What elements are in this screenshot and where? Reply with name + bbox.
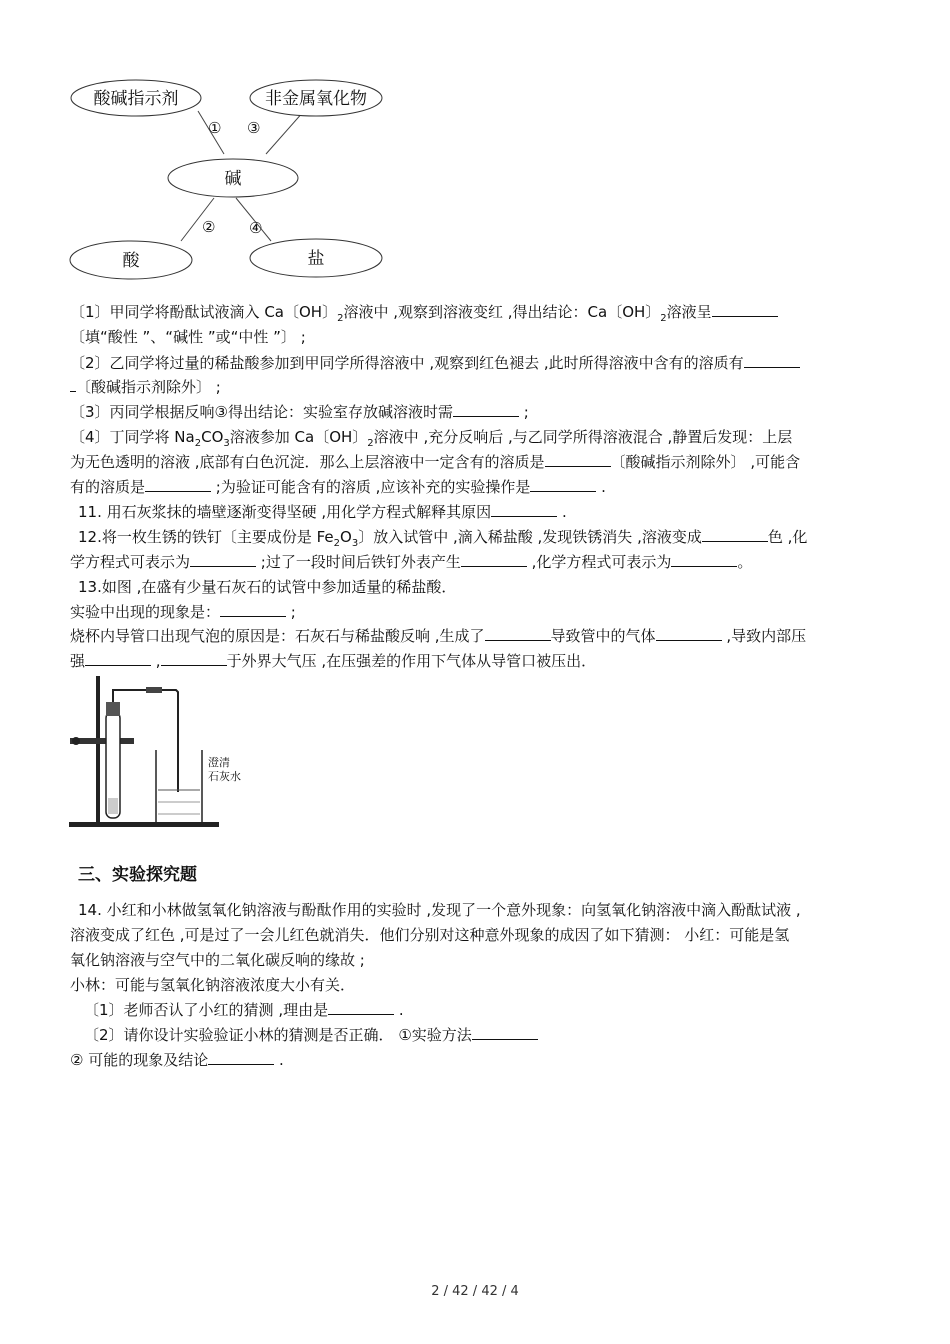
q13-line-1: 13.如图 ,在盛有少量石灰石的试管中参加适量的稀盐酸． (78, 578, 457, 596)
q14-line-4: 小林：可能与氢氧化钠溶液浓度大小有关． (70, 976, 356, 994)
limestone (108, 798, 118, 814)
answer-blank[interactable] (491, 500, 557, 517)
q10-line-7: 为无色透明的溶液 ,底部有白色沉淀．那么上层溶液中一定含有的溶质是 〔酸碱指示剂除外〕 ,可能含 (70, 450, 890, 474)
experiment-apparatus-figure (66, 672, 241, 834)
answer-blank[interactable] (545, 450, 611, 467)
q13-line-4: 强 , 于外界大气压 ,在压强差的作用下气体从导管口被压出． (70, 649, 890, 673)
answer-blank[interactable] (453, 400, 519, 417)
q10-line-2: 〔填“酸性 ”、“碱性 ”或“中性 ”〕 ; (70, 328, 306, 346)
answer-blank[interactable] (712, 300, 778, 317)
q14-line-1: 14. 小红和小林做氢氧化钠溶液与酚酞作用的实验时 ,发现了一个意外现象：向氢氧化钠溶液中滴入酚酞试液 , (78, 901, 801, 919)
limewater-label-1: 澄清 (208, 756, 230, 769)
answer-blank[interactable] (744, 351, 800, 368)
answer-blank[interactable] (485, 624, 551, 641)
answer-blank[interactable] (671, 550, 737, 567)
q14-line-7: ② 可能的现象及结论 . (70, 1048, 890, 1072)
stopper (106, 702, 120, 716)
q11-line: 11. 用石灰浆抹的墙壁逐渐变得坚硬 ,用化学方程式解释其原因 . (78, 500, 890, 524)
q13-line-3: 烧杯内导管口出现气泡的原因是：石灰石与稀盐酸反响 ,生成了 导致管中的气体 ,导致内部压 (70, 624, 890, 648)
q13-line-2: 实验中出现的现象是： ; (70, 600, 890, 624)
answer-blank[interactable] (190, 550, 256, 567)
reaction-number-1: ① (208, 119, 222, 137)
page-number: 2 / 42 / 42 / 4 (431, 1284, 519, 1299)
q10-line-8: 有的溶质是 ;为验证可能含有的溶质 ,应该补充的实验操作是 . (70, 475, 890, 499)
stand-rod (96, 676, 100, 824)
base-label: 碱 (224, 169, 242, 189)
q14-line-3: 氧化钠溶液与空气中的二氧化碳反响的缘故 ; (70, 951, 365, 969)
answer-blank[interactable] (461, 550, 527, 567)
q14-line-5: 〔1〕老师否认了小红的猜测 ,理由是 . (84, 998, 890, 1022)
q10-line-5: 〔3〕丙同学根据反响③得出结论：实验室存放碱溶液时需 ; (70, 400, 890, 424)
answer-blank[interactable] (656, 624, 722, 641)
q10-line-4: 〔酸碱指示剂除外〕 ; (70, 375, 890, 399)
acid-label: 酸 (122, 251, 140, 271)
salt-label: 盐 (307, 249, 325, 269)
answer-blank[interactable] (530, 475, 596, 492)
indicator-label: 酸碱指示剂 (93, 89, 179, 109)
connector-line (266, 111, 304, 154)
section-heading: 三、实验探究题 (78, 865, 197, 885)
answer-blank[interactable] (328, 998, 394, 1015)
clamp-knob (72, 737, 80, 745)
q10-line-3: 〔2〕乙同学将过量的稀盐酸参加到甲同学所得溶液中 ,观察到红色褪去 ,此时所得溶液中含有的溶质有 (70, 351, 890, 375)
q10-line-6: 〔4〕丁同学将 $Na_2CO_3$溶液参加 Ca〔OH〕$_2$溶液中 ,充分反响后 ,与乙同学所得溶液混合 ,静置后发现：上层 (70, 428, 793, 449)
base-properties-diagram (66, 76, 396, 286)
limewater-label-2: 石灰水 (208, 770, 241, 783)
reaction-number-4: ④ (249, 219, 263, 237)
q12-line-1: 12.将一枚生锈的铁钉〔主要成份是 $Fe_2O_3$〕放入试管中 ,滴入稀盐酸 ,发现铁锈消失 ,溶液变成 色 ,化 (78, 525, 890, 556)
answer-blank[interactable] (161, 649, 227, 666)
q12-line-2: 学方程式可表示为 ;过了一段时间后铁钉外表产生 ,化学方程式可表示为 。 (70, 550, 890, 574)
reaction-number-3: ③ (247, 119, 261, 137)
answer-blank[interactable] (85, 649, 151, 666)
answer-blank[interactable] (220, 600, 286, 617)
answer-blank[interactable] (208, 1048, 274, 1065)
q14-line-6: 〔2〕请你设计实验验证小林的猜测是否正确． ①实验方法 (84, 1023, 890, 1047)
q14-line-2: 溶液变成了红色 ,可是过了一会儿红色就消失．他们分别对这种意外现象的成因了如下猜测： 小红：可能是氢 (70, 926, 790, 944)
tube-connector (146, 687, 162, 693)
reaction-number-2: ② (202, 218, 216, 236)
answer-blank[interactable] (145, 475, 211, 492)
answer-blank[interactable] (472, 1023, 538, 1040)
q10-line-1: 〔1〕甲同学将酚酞试液滴入 Ca〔OH〕$_2$溶液中 ,观察到溶液变红 ,得出结论：Ca〔OH〕$_2$溶液呈 (70, 300, 890, 331)
answer-blank[interactable] (702, 525, 768, 542)
nonmetal-oxide-label: 非金属氧化物 (265, 89, 367, 109)
